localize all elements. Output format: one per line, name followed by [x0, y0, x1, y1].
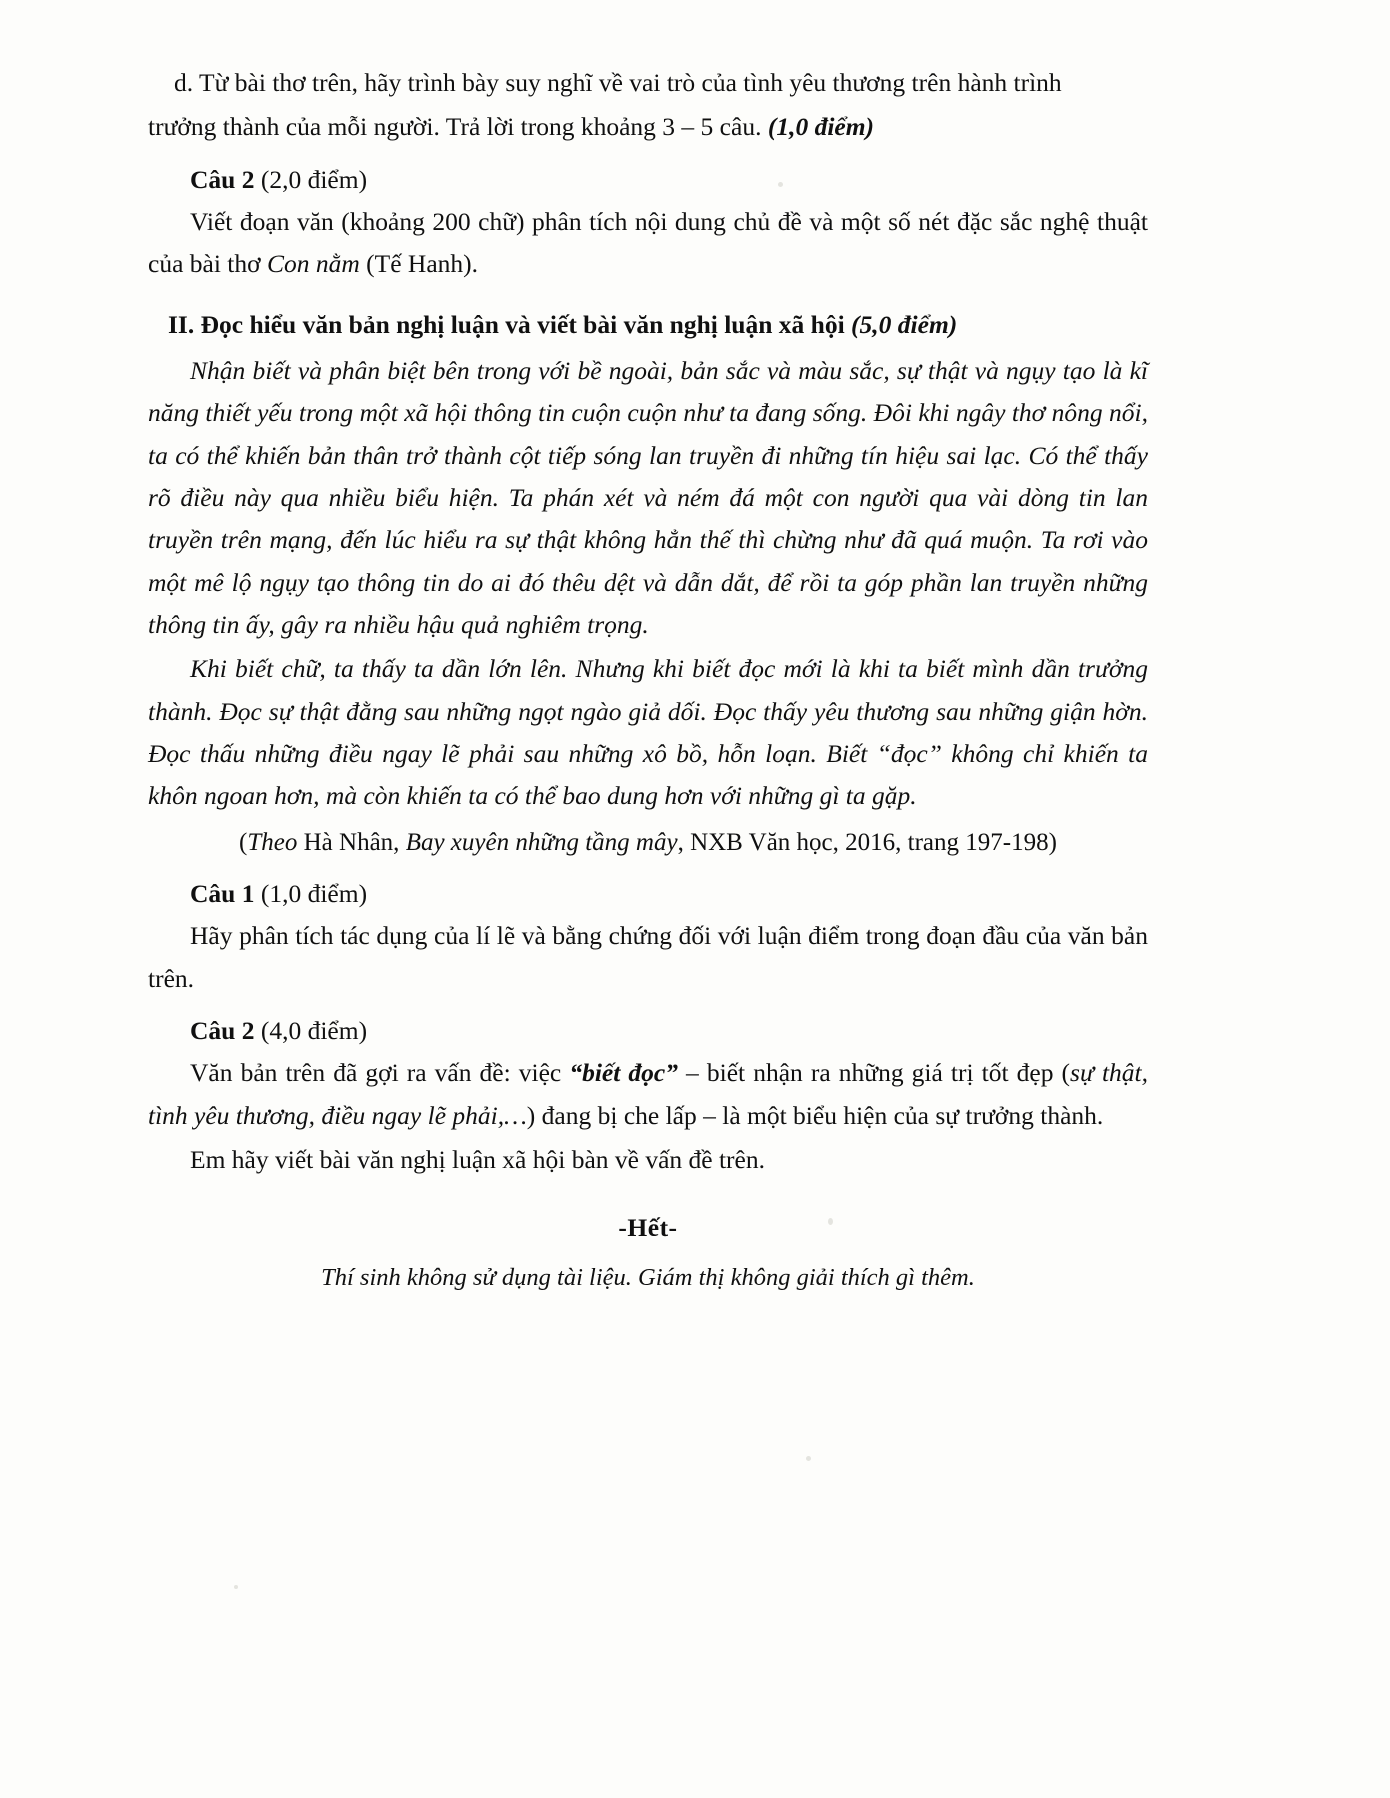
- source-author: Hà Nhân,: [297, 828, 406, 856]
- cau2-label: Câu 2: [190, 164, 255, 194]
- cau2b-emphasis-2: sự thật, tình yêu thương, điều ngay lẽ phải,…: [148, 1058, 1148, 1130]
- cau2b-score: (4,0 điểm): [254, 1016, 368, 1046]
- cau2-part1-text: [148, 201, 1148, 286]
- cau2b-text-b: – biết nhận ra những giá trị tốt đẹp (: [677, 1058, 1071, 1088]
- passage-source: [148, 822, 1148, 864]
- item-d-line1-text: d. Từ bài thơ trên, hãy trình bày suy nghĩ về vai trò của tình yêu thương trên hành trình: [174, 68, 1062, 97]
- item-d-line2: [148, 106, 1148, 148]
- cau2b-text: [148, 1052, 1148, 1137]
- cau1-label: Câu 1: [190, 879, 255, 909]
- cau1-score: (1,0 điểm): [254, 879, 368, 909]
- cau2b-text-a: Văn bản trên đã gợi ra vấn đề: việc: [190, 1058, 570, 1088]
- item-d-line1: [148, 62, 1148, 104]
- end-mark: -Hết-: [618, 1213, 678, 1243]
- cau2-text-b: (Tế Hanh).: [359, 249, 479, 279]
- cau2-poem-title: Con nằm: [266, 249, 360, 279]
- document-body: [148, 62, 1148, 1300]
- cau2-score: (2,0 điểm): [254, 164, 368, 194]
- section-two-title: II. Đọc hiểu văn bản nghị luận và viết bài văn nghị luận xã hội: [168, 309, 852, 339]
- cau2-text-a: Viết đoạn văn (khoảng 200 chữ) phân tích nội dung chủ đề và một số nét đặc sắc nghệ thuật của bài thơ: [148, 206, 1148, 279]
- reading-passage: [148, 350, 1148, 818]
- item-d-line2-text: trưởng thành của mỗi người. Trả lời trong khoảng 3 – 5 câu.: [148, 112, 768, 142]
- question-label-cau2-part1: [148, 159, 1148, 201]
- section-two-heading: [148, 304, 1148, 346]
- cau2b-emphasis-1: “biết đọc”: [569, 1058, 678, 1088]
- cau1-text: Hãy phân tích tác dụng của lí lẽ và bằng chứng đối với luận điểm trong đoạn đầu của văn bản trên.: [148, 921, 1148, 993]
- passage-paragraph-1: Nhận biết và phân biệt bên trong với bề ngoài, bản sắc và màu sắc, sự thật và ngụy tạo là kĩ năng thiết yếu trong một xã hội thông tin cuộn cuộn như ta đang sống. Đôi khi ngây thơ nông nổi, ta có thể khiến bản thân trở thành cột tiếp sóng lan truyền đi những tín hiệu sai lạc. Có thể thấy rõ điều này qua nhiều biểu hiện. Ta phán xét và ném đá một con người qua vài dòng tin lan truyền trên mạng, đến lúc hiểu ra sự thật không hẳn thế thì chừng như đã quá muộn. Ta rơi vào một mê lộ ngụy tạo thông tin do ai đó thêu dệt và dẫn dắt, để rồi ta góp phần lan truyền những thông tin ấy, gây ra nhiều hậu quả nghiêm trọng.: [148, 355, 1148, 639]
- cau2b-label: Câu 2: [190, 1016, 255, 1046]
- scan-speck: [806, 1456, 811, 1461]
- question-label-cau1: [148, 873, 1148, 915]
- question-label-cau2: [148, 1010, 1148, 1052]
- section-two-score: (5,0 điểm): [851, 309, 958, 339]
- cau2b-final-instruction: Em hãy viết bài văn nghị luận xã hội bàn về vấn đề trên.: [190, 1145, 765, 1175]
- source-publisher: , NXB Văn học, 2016, trang 197-198): [677, 828, 1057, 856]
- cau2b-text-c: ) đang bị che lấp – là một biểu hiện của sự trưởng thành.: [526, 1100, 1104, 1130]
- source-open-paren: (: [239, 828, 248, 856]
- exam-note: Thí sinh không sử dụng tài liệu. Giám thị không giải thích gì thêm.: [321, 1263, 975, 1291]
- item-d-score: (1,0 điểm): [767, 112, 875, 142]
- source-book-title: Bay xuyên những tầng mây: [405, 828, 678, 856]
- scan-speck: [234, 1585, 238, 1589]
- passage-paragraph-2: Khi biết chữ, ta thấy ta dần lớn lên. Nhưng khi biết đọc mới là khi ta biết mình dần trưởng thành. Đọc sự thật đằng sau những ngọt ngào giả dối. Đọc thấy yêu thương sau những giận hờn. Đọc thấu những điều ngay lẽ phải sau những xô bồ, hỗn loạn. Biết “đọc” không chỉ khiến ta khôn ngoan hơn, mà còn khiến ta có thể bao dung hơn với những gì ta gặp.: [148, 654, 1148, 811]
- source-theo: Theo: [247, 828, 298, 856]
